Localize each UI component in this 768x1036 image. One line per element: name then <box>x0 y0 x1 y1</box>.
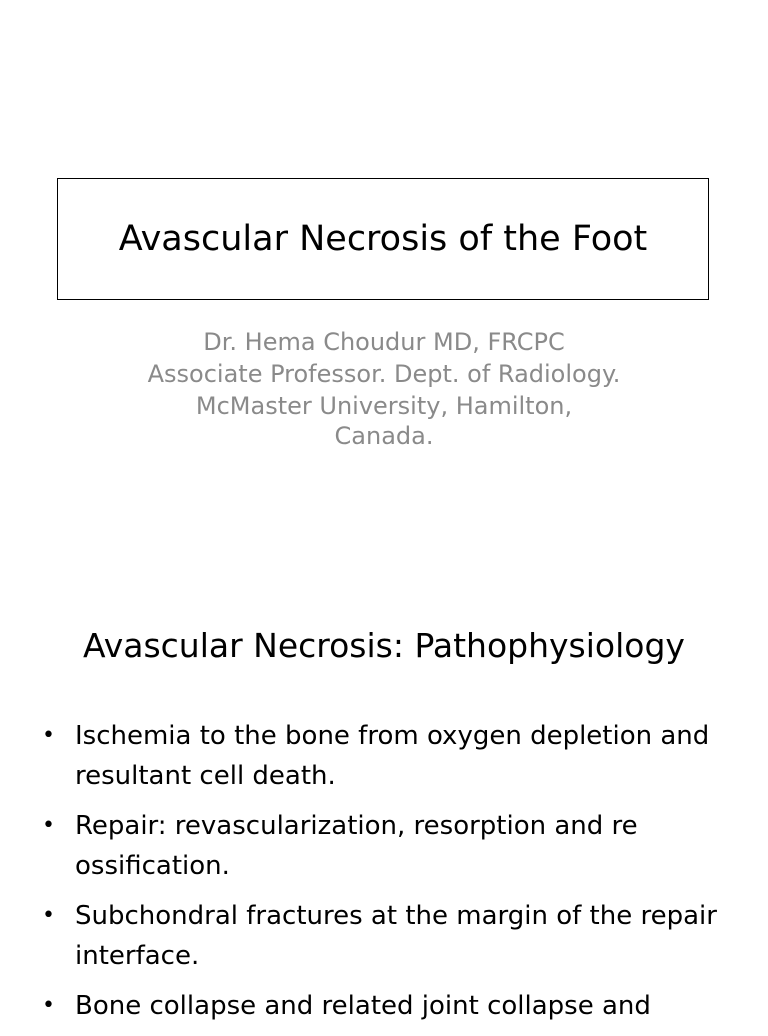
slide-title: Avascular Necrosis of the Foot <box>118 219 648 259</box>
subtitle-country: Canada. <box>334 422 434 450</box>
subtitle-institution: McMaster University, Hamilton, <box>195 392 573 420</box>
list-item <box>40 896 730 976</box>
bullet-icon: • <box>42 903 55 928</box>
list-item <box>40 716 730 796</box>
bullet-list <box>40 716 730 1036</box>
bullet-icon: • <box>42 723 55 748</box>
bullet-text: Ischemia to the bone from oxygen depletion and resultant cell death. <box>75 721 710 791</box>
slide-subtitle <box>100 326 668 450</box>
list-item <box>40 986 730 1026</box>
bullet-text: Repair: revascularization, resorption and re ossification. <box>75 811 638 881</box>
title-slide-box <box>57 178 709 300</box>
section-title: Avascular Necrosis: Pathophysiology <box>83 626 685 665</box>
list-item <box>40 806 730 886</box>
bullet-text: Bone collapse and related joint collapse and <box>75 991 651 1021</box>
bullet-icon: • <box>42 993 55 1018</box>
bullet-text: Subchondral fractures at the margin of the repair interface. <box>75 901 717 971</box>
bullet-icon: • <box>42 813 55 838</box>
subtitle-author: Dr. Hema Choudur MD, FRCPC <box>203 328 565 356</box>
subtitle-position: Associate Professor. Dept. of Radiology. <box>147 360 621 388</box>
